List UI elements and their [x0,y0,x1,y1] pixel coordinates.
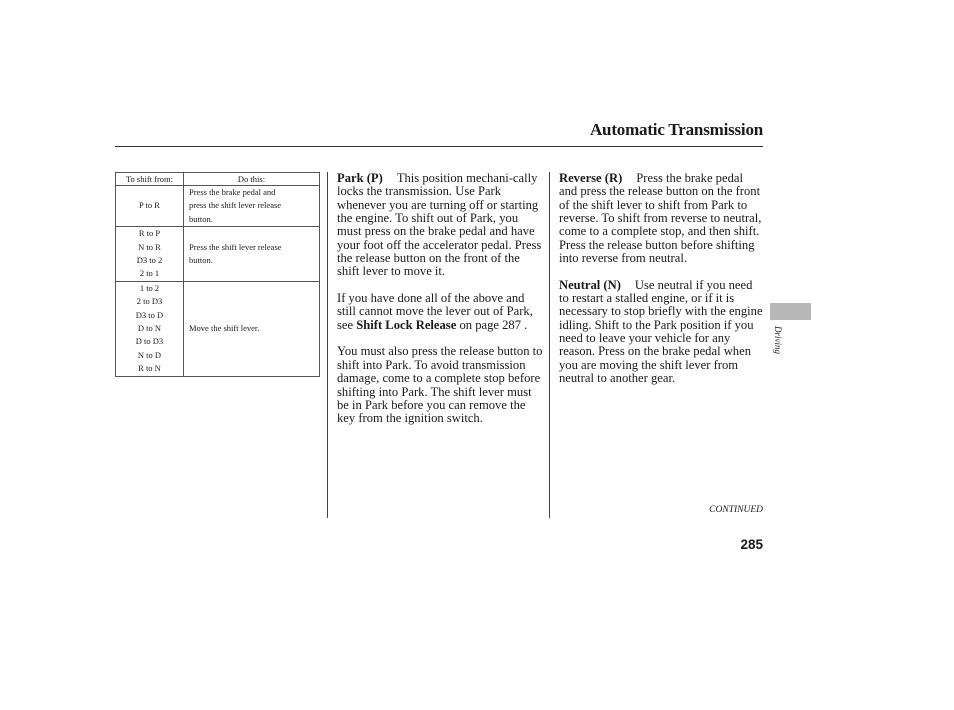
table-row [116,186,320,227]
header-do-this: Do this: [184,173,320,186]
shift-from-cell: 1 to 2 2 to D3 D3 to D D to N D to D3 N to D R to N [116,281,184,376]
section-tab [770,303,811,320]
page-number: 285 [740,537,763,552]
shift-lock-release-link[interactable]: Shift Lock Release [356,317,457,332]
table-row [116,281,320,376]
do-this-cell: Press the shift lever release button. [184,227,320,282]
column-divider [327,172,328,518]
continued-label: CONTINUED [709,505,763,515]
do-this-cell: Move the shift lever. [184,281,320,376]
park-paragraph: Park (P) This position mechani-cally locks the transmission. Use Park whenever you are turning off or starting the engine. To shift out of Park, you must press on the brake pedal and have your foot off the accelerator pedal. Press the release button on the front of the shift lever to move it. [337,171,542,279]
section-label: Driving [773,326,783,354]
park-heading: Park (P) [337,171,383,185]
header-shift-from: To shift from: [116,173,184,186]
table-header-row [116,173,320,186]
middle-column [337,172,543,439]
neutral-paragraph: Neutral (N) Use neutral if you need to restart a stalled engine, or if it is necessary to stop briefly with the engine idling. Shift to the Park position if you need to leave your vehicle for any reason. Press on the brake pedal when you are moving the shift lever from neutral to another gear. [559,277,763,386]
page-title: Automatic Transmission [589,120,763,139]
reverse-paragraph: Reverse (R) Press the brake pedal and press the release button on the front of the shift lever to shift from Park to reverse. To shift from reverse to neutral, come to a complete stop, and then shift. Press the release button before shifting into reverse from neutral. [559,171,762,266]
park-shift-paragraph: You must also press the release button to shift into Park. To avoid transmission damage, come to a complete stop before shifting into Park. The shift lever must be in Park before you can remove the key from the ignition switch. [337,344,543,426]
shift-table [115,172,320,377]
right-column [559,172,763,399]
reverse-heading: Reverse (R) [559,171,623,185]
shift-from-cell: P to R [116,186,184,227]
title-divider [115,146,763,147]
table-row [116,227,320,282]
column-divider [549,172,550,518]
shift-from-cell: R to P N to R D3 to 2 2 to 1 [116,227,184,282]
neutral-heading: Neutral (N) [559,277,621,292]
shift-lock-paragraph: If you have done all of the above and still cannot move the lever out of Park, see Shift Lock Release on page 287 . [337,291,533,332]
do-this-cell: Press the brake pedal and press the shift lever release button. [184,186,320,227]
